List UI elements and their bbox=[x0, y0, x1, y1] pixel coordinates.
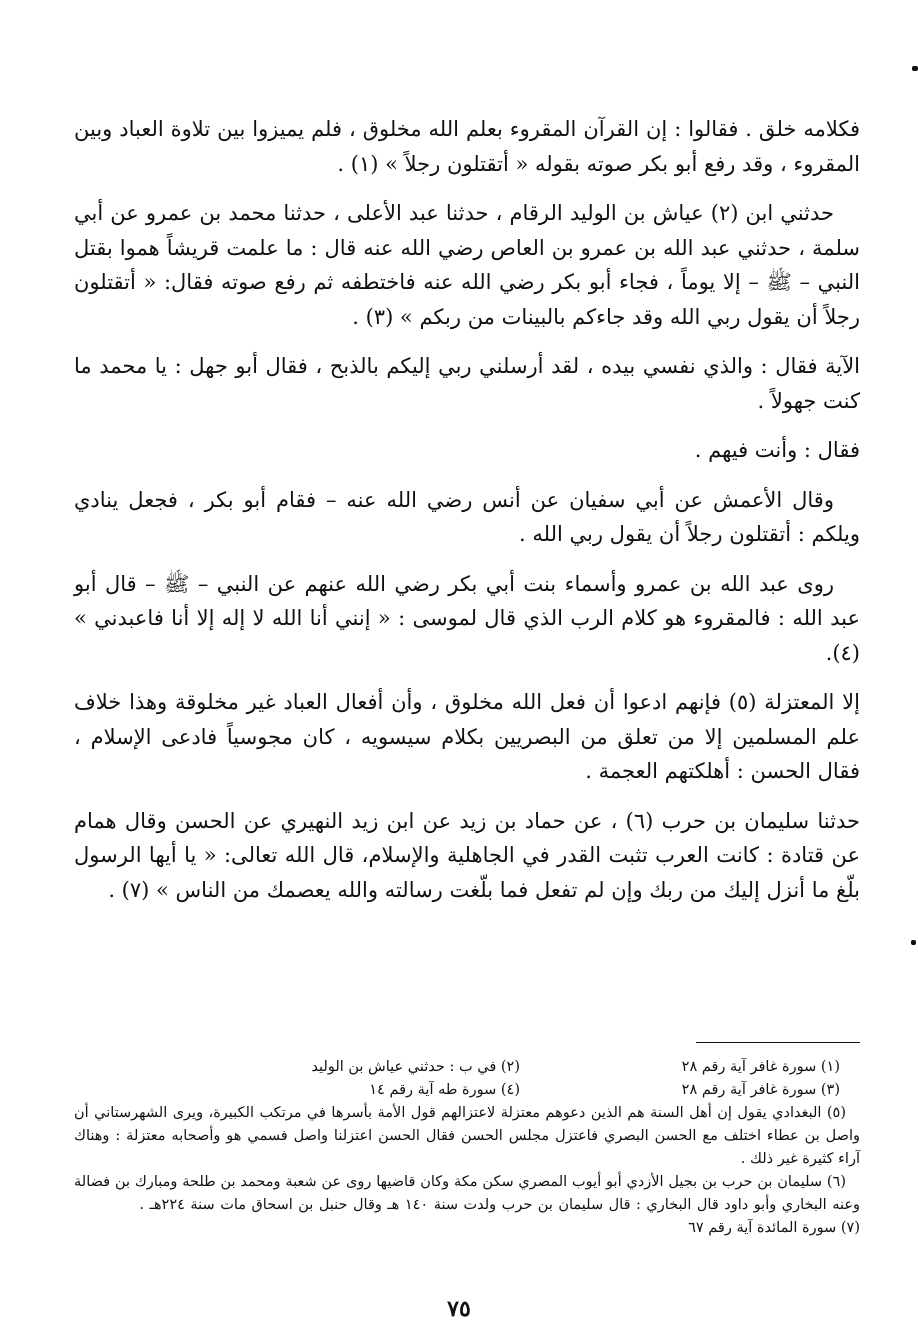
paragraph: الآية فقال : والذي نفسي بيده ، لقد أرسلني ربي إليكم بالذبح ، فقال أبو جهل : يا محمد ما كنت جهولاً . bbox=[74, 354, 860, 413]
footnote-1: (١) سورة غافر آية رقم ٢٨ bbox=[681, 1059, 840, 1075]
footnote-row bbox=[74, 1056, 860, 1079]
paragraph: حدثنا سليمان بن حرب (٦) ، عن حماد بن زيد عن ابن زيد النهيري عن الحسن وقال همام عن قتادة : كانت العرب تثبت القدر في الجاهلية والإسلام، قال الله تعالى: « يا أيها الرسول بلّغ ما أنزل إليك من ربك وإن لم تفعل فما بلّغت رسالته والله يعصمك من الناس » (٧) . bbox=[74, 808, 860, 902]
paragraph: إلا المعتزلة (٥) فإنهم ادعوا أن فعل الله مخلوق ، وأن أفعال العباد غير مخلوقة وهذا خلاف علم المسلمين إلا من تعلق من البصريين بكلام سيسويه ، كان مجوسياً فادعى الإسلام ، فقال الحسن : أهلكتهم العجمة . bbox=[74, 690, 860, 783]
footnote-6 bbox=[74, 1171, 860, 1240]
paragraph: حدثني ابن (٢) عياش بن الوليد الرقام ، حدثنا عبد الأعلى ، حدثنا محمد بن عمرو عن أبي سلمة ، حدثني عبد الله بن عمرو بن العاص رضي الله عنه قال : ما علمت قريشاً هموا بقتل النبي – ﷺ – إلا يوماً ، فجاء أبو بكر رضي الله عنه فاختطفه ثم رفع صوته فقال: « أتقتلون رجلاً أن يقول ربي الله وقد جاءكم بالبينات من ربكم » (٣) . bbox=[74, 201, 860, 329]
footnote-2: (٢) في ب : حدثني عياش بن الوليد bbox=[311, 1059, 520, 1075]
main-text bbox=[74, 112, 860, 922]
footnote-4: (٤) سورة طه آية رقم ١٤ bbox=[369, 1082, 520, 1098]
footnote-7: (٧) سورة المائدة آية رقم ٦٧ bbox=[688, 1220, 860, 1236]
footnote-5: (٥) البغدادي يقول إن أهل السنة هم الذين دعوهم معتزلة لاعتزالهم قول الأمة بأسرها في مرتكب الكبيرة، ويرى الشهرستاني أن واصل بن عطاء اختلف مع الحسن البصري فاعتزل مجلس الحسن فقال الحسن اعتزلنا واصل فسمي هو وأصحابه معتزلة : وهناك آراء كثيرة غير ذلك . bbox=[74, 1105, 860, 1167]
paragraph: وقال الأعمش عن أبي سفيان عن أنس رضي الله عنه – فقام أبو بكر ، فجعل ينادي ويلكم : أتقتلون رجلاً أن يقول ربي الله . bbox=[74, 487, 860, 546]
paragraph: فكلامه خلق . فقالوا : إن القرآن المقروء بعلم الله مخلوق ، فلم يميزوا بين تلاوة العباد وبين المقروء ، وقد رفع أبو بكر صوته بقوله « أتقتلون رجلاً » (١) . bbox=[74, 117, 860, 176]
footnote-3: (٣) سورة غافر آية رقم ٢٨ bbox=[681, 1082, 840, 1098]
footnote-row bbox=[74, 1079, 860, 1102]
scan-edge-mark bbox=[912, 66, 918, 71]
page-number: ٧٥ bbox=[447, 1296, 471, 1322]
paragraph: روى عبد الله بن عمرو وأسماء بنت أبي بكر رضي الله عنهم عن النبي – ﷺ – قال أبو عبد الله : فالمقروء هو كلام الرب الذي قال لموسى : « إنني أنا الله لا إله إلا أنا فاعبدني » (٤). bbox=[74, 571, 860, 665]
footnote-6-text: (٦) سليمان بن حرب بن بجيل الأزدي أبو أيوب المصري سكن مكة وكان قاضيها روى عن شعبة ومحمد بن طلحة ومبارك بن فضالة وعنه البخاري وأبو داود قال البخاري : قال سليمان بن حرب ولدت سنة ١٤٠ هـ وقال حنبل بن اسحاق مات سنة ٢٢٤هـ . bbox=[74, 1174, 861, 1213]
footnotes bbox=[74, 1056, 860, 1240]
scan-edge-mark bbox=[911, 940, 916, 945]
footnote-divider bbox=[696, 1042, 860, 1043]
paragraph: فقال : وأنت فيهم . bbox=[694, 438, 860, 462]
